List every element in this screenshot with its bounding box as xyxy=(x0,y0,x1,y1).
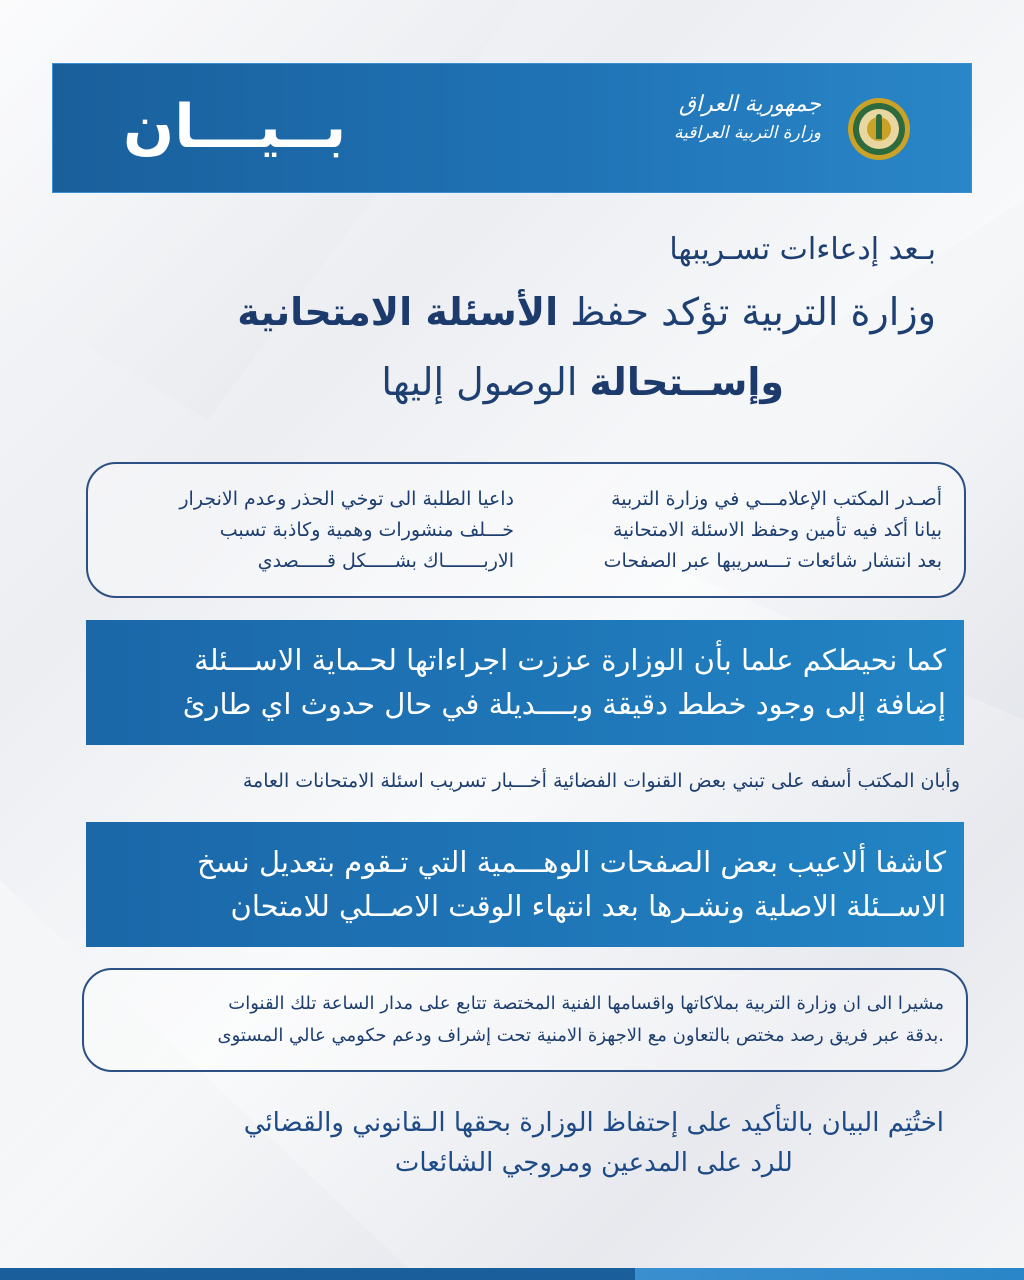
ministry-emblem-icon xyxy=(847,97,911,161)
headline-line-3 xyxy=(381,360,784,404)
headline-line-1: بـعد إدعاءات تسـريبها xyxy=(669,232,936,267)
statement-title: بــيـــان xyxy=(123,92,347,162)
closing-line: للرد على المدعين ومروجي الشائعات xyxy=(394,1148,793,1178)
headline-line-3-bold: وإســتحالة xyxy=(589,360,784,404)
measures-band xyxy=(86,620,964,745)
monitoring-line: مشيرا الى ان وزارة التربية بملاكاتها واقسامها الفنية المختصة تتابع على مدار الساعة تلك القنوات xyxy=(228,993,944,1014)
fake-pages-band xyxy=(86,822,964,947)
header-banner xyxy=(52,63,972,193)
fake-pages-line: الاســئلة الاصلية ونشـرها بعد انتهاء الوقت الاصــلي للامتحان xyxy=(230,889,946,923)
logo-line-ministry: وزارة التربية العراقية xyxy=(673,123,821,143)
summary-box xyxy=(86,462,966,598)
summary-right-line: بعد انتشار شائعات تـــسريبها عبر الصفحات xyxy=(603,550,942,572)
headline-line-3-suffix: الوصول إليها xyxy=(381,360,578,404)
monitoring-text xyxy=(218,988,944,1052)
summary-right-line: بيانا أكد فيه تأمين وحفظ الاسئلة الامتحانية xyxy=(613,519,942,541)
summary-right-line: أصـدر المكتب الإعلامـــي في وزارة التربية xyxy=(611,488,942,510)
closing-statement xyxy=(244,1103,944,1183)
summary-right-column xyxy=(604,484,942,577)
footer-bar xyxy=(0,1268,1024,1280)
ministry-logo-text xyxy=(674,92,821,143)
measures-line: كما نحيطكم علما بأن الوزارة عززت اجراءاتها لحـماية الاســـئلة xyxy=(194,643,946,677)
headline-line-2-prefix: وزارة التربية تؤكد حفظ xyxy=(570,290,936,334)
summary-left-line: خـــلف منشورات وهمية وكاذبة تسبب xyxy=(219,519,514,541)
monitoring-line: .بدقة عبر فريق رصد مختص بالتعاون مع الاجهزة الامنية تحت إشراف ودعم حكومي عالي المستوى xyxy=(217,1025,944,1046)
fake-pages-line: كاشفا ألاعيب بعض الصفحات الوهـــمية التي تـقوم بتعديل نسخ xyxy=(197,845,946,879)
logo-line-republic: جمهورية العراق xyxy=(678,92,821,117)
summary-left-column xyxy=(179,484,514,577)
channels-statement: وأبان المكتب أسفه على تبني بعض القنوات الفضائية أخـــبار تسريب اسئلة الامتحانات العامة xyxy=(242,770,960,792)
summary-left-line: داعيا الطلبة الى توخي الحذر وعدم الانجرار xyxy=(179,488,514,510)
closing-line: اختُتِم البيان بالتأكيد على إحتفاظ الوزارة بحقها الـقانوني والقضائي xyxy=(243,1108,944,1138)
headline-line-2-bold: الأسئلة الامتحانية xyxy=(237,290,559,334)
headline-line-2 xyxy=(237,290,936,334)
monitoring-box xyxy=(82,968,968,1072)
summary-left-line: الاربـــــــاك بشـــــكل قـــــصدي xyxy=(257,550,514,572)
measures-line: إضافة إلى وجود خطط دقيقة وبــــديلة في حال حدوث اي طارئ xyxy=(182,687,946,721)
